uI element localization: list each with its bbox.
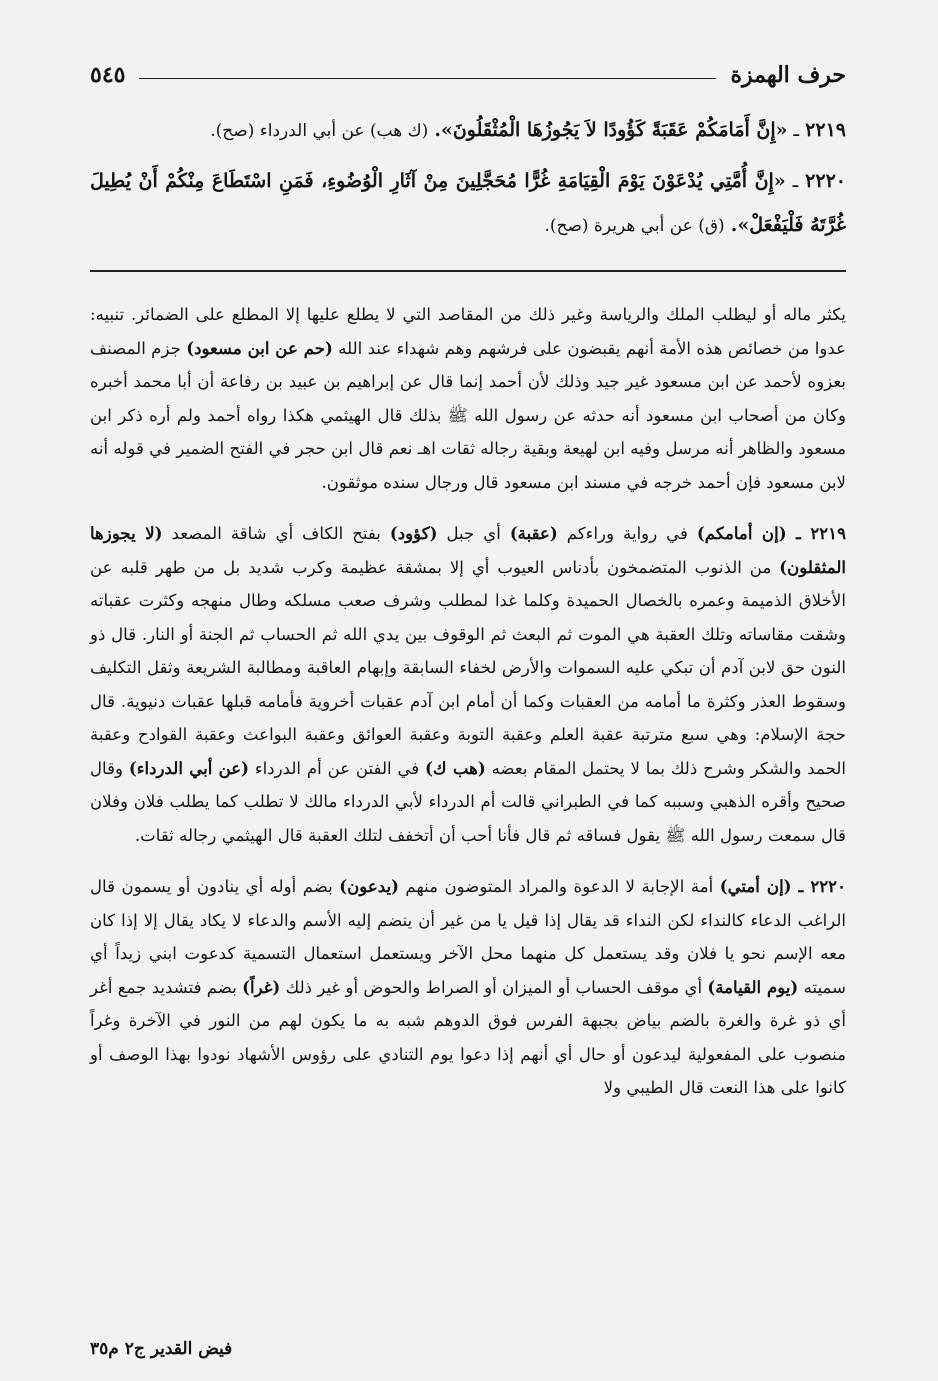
commentary-reference: (عن أبي الدرداء) xyxy=(128,757,250,778)
header-rule xyxy=(139,78,716,79)
page-header xyxy=(90,60,846,90)
commentary-text: في رواية وراءكم xyxy=(557,524,697,543)
commentary-lemma: (يوم القيامة) xyxy=(707,976,799,997)
hadith-2220 xyxy=(90,159,846,248)
commentary-paragraph-2220 xyxy=(90,870,846,1105)
commentary-text: من الذنوب المتضمخون بأدناس العيوب أي إلا بمشقة عظيمة وكرب شديد بل من طهر قلبه عن الأخلاق الذميمة وعمره بالخصال الحميدة وكلما غدا لمطلب وشرف صعب مسلكه وطال منهجه وكثرت عقباته وشقت مقاساته وتلك العقبة هي الموت ثم البعث ثم الوقوف بين يدي الله ثم الحساب ثم الجنة أو النار. قال ذو النون حق لابن آدم أن تبكي عليه السموات والأرض لخفاء السابقة وإبهام العاقبة ومطالبة الشريعة وثقل التكليف وسقوط العذر وكثرة ما أمامه من العقبات وكما أن أمام ابن آدم عقبات أخروية فأمامه قبلها عقبات دنيوية. قال حجة الإسلام: وهي سبع مترتبة عقبة العلم وعقبة التوبة وعقبة العوائق وعقبة البواعث وعقبة القوادح وعقبة الحمد والشكر وشرح ذلك بما لا يحتمل المقام بعضه xyxy=(90,557,846,778)
commentary-text: بضم فتشديد جمع أغر أي ذو غرة والغرة بالضم بياض بجبهة الفرس فوق الدوهم شبه به ما يكون لهم من النور في الآخرة وغراً منصوب على المفعولية ليدعون أو حال أي أنهم إذا دعوا يوم التنادي على رؤوس الأشهاد نودوا بهذا الوصف أو كانوا على هذا النعت قال الطيبي ولا xyxy=(90,977,846,1097)
commentary-paragraph-2219 xyxy=(90,517,846,852)
commentary-text: بضم أوله أي ينادون أو يسمون قال الراغب الدعاء كالنداء لكن النداء قد يقال إذا قيل يا من غير أن ينضم إليه الأسم والدعاء لا يكاد يقال إلا إذا كان معه الإسم نحو يا فلان وقد يستعمل كل منهما محل الآخر ويستعمل استعمال التسمية كدعوت ابني زيداً أي سميته xyxy=(90,877,846,997)
hadith-dash: ـ xyxy=(792,170,799,192)
commentary-lemma: (لا يجوزها المثقلون) xyxy=(90,523,846,577)
hadith-number: ٢٢٢٠ xyxy=(805,170,846,192)
commentary-lemma: (كؤود) xyxy=(389,523,438,543)
commentary-reference: (حم عن ابن مسعود) xyxy=(186,337,333,358)
commentary-text: يكثر ماله أو ليطلب الملك والرياسة وغير ذلك من المقاصد التي لا يطلع عليها إلا المطلع على الضمائر. تنبيه: عدوا من خصائص هذه الأمة أنهم يقبضون على فرشهم وهم شهداء عند الله xyxy=(90,305,846,358)
commentary-reference: (هب ك) xyxy=(425,757,486,778)
commentary-text: بفتح الكاف أي شاقة المصعد xyxy=(162,524,390,543)
commentary-paragraph-1 xyxy=(90,298,846,499)
hadith-source: (ق) عن أبي هريرة (صح). xyxy=(544,216,725,236)
running-title: حرف الهمزة xyxy=(730,62,846,88)
commentary-lemma: ٢٢١٩ ـ (إن أمامكم) xyxy=(696,523,847,543)
commentary-lemma: (يدعون) xyxy=(339,876,399,896)
commentary-text: أمة الإجابة لا الدعوة والمراد المتوضون منهم xyxy=(398,877,720,896)
commentary-lemma: (عقبة) xyxy=(509,523,558,543)
hadith-2219 xyxy=(90,108,846,153)
hadith-text: «إِنَّ أَمَامَكُمْ عَقَبَةً كَؤُودًا لاَ يَجُوزُهَا الْمُثْقَلُونَ». xyxy=(434,119,788,141)
commentary-text: وقال صحيح وأقره الذهبي وسببه كما في الطبراني قالت أم الدرداء لأبي الدرداء مالك لا تطلب كما يطلب فلان وفلان قال سمعت رسول الله ﷺ يقول فساقه ثم قال فأنا أحب أن أتخفف لتلك العقبة قال الهيثمي رجاله ثقات. xyxy=(90,758,846,845)
commentary-lemma: (غراً) xyxy=(242,976,281,997)
hadith-dash: ـ xyxy=(793,119,800,141)
page-number: ٥٤٥ xyxy=(90,62,126,88)
hadith-source: (ك هب) عن أبي الدرداء (صح). xyxy=(210,121,429,141)
commentary-text: أي موقف الحساب أو الميزان أو الصراط والحوض أو غير ذلك xyxy=(280,977,708,997)
commentary-text: جزم المصنف بعزوه لأحمد عن ابن مسعود غير جيد وذلك لأن أحمد إنما قال عن إبراهيم بن عبيد بن رفاعة أن أبا محمد أخبره وكان من أصحاب ابن مسعود أنه حدثه عن رسول الله ﷺ بذلك قال الهيثمي هكذا رواه أحمد ولم أره ذكر ابن مسعود والظاهر أنه مرسل وفيه ابن لهيعة وبقية رجاله ثقات اهـ نعم قال ابن حجر في الفتح الضمير في قوله أنه لابن مسعود فإن أحمد خرجه في مسند ابن مسعود قال ورجال سنده موثقون. xyxy=(90,338,846,492)
hadith-text: «إِنَّ أُمَّتِي يُدْعَوْنَ يَوْمَ الْقِيَامَةِ غُرًّا مُحَجَّلِينَ مِنْ آثَارِ الْوُضُوءِ، فَمَنِ اسْتَطَاعَ مِنْكُمْ أَنْ يُطِيلَ غُرَّتَهُ فَلْيَفْعَلْ». xyxy=(90,170,846,236)
hadith-number: ٢٢١٩ xyxy=(805,119,846,141)
commentary-text: أي جبل xyxy=(437,524,510,543)
commentary-text: في الفتن عن أم الدرداء xyxy=(249,758,426,778)
section-divider xyxy=(90,270,846,272)
commentary-lemma: ٢٢٢٠ ـ (إن أمتي) xyxy=(719,876,846,896)
page-footer-signature: فيض القدير ج٢ م٣٥ xyxy=(90,1339,233,1359)
